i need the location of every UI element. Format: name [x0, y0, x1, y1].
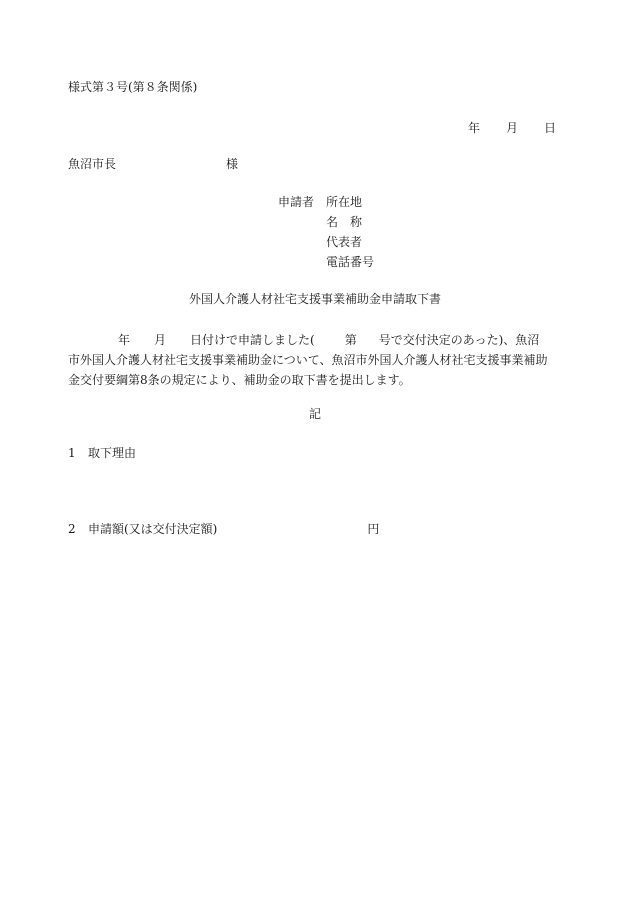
- date-day: 日: [544, 121, 557, 135]
- item-number: 2: [68, 522, 76, 536]
- date-month: 月: [506, 121, 519, 135]
- item-label: 取下理由: [88, 446, 137, 460]
- item-label: 申請額(又は交付決定額): [88, 522, 218, 536]
- body-paragraph: [68, 330, 563, 390]
- date-year: 年: [468, 121, 481, 135]
- body-dai: 第: [344, 333, 357, 347]
- addressee: [68, 157, 238, 171]
- item-application-amount: [68, 522, 379, 536]
- body-year: 年: [118, 333, 131, 347]
- applicant-representative: 代表者: [326, 235, 363, 249]
- body-line1-end: 号で交付決定のあった)、魚沼: [378, 333, 540, 347]
- form-number: 様式第３号(第８条関係): [68, 80, 198, 94]
- ki-heading: 記: [308, 407, 321, 421]
- addressee-honorific: 様: [226, 157, 239, 171]
- yen-unit: 円: [367, 522, 380, 536]
- applicant-label: 申請者: [278, 195, 315, 209]
- applicant-phone: 電話番号: [326, 255, 375, 269]
- body-line-2: 市外国人介護人材社宅支援事業補助金について、魚沼市外国人介護人材社宅支援事業補助: [68, 353, 548, 367]
- addressee-name: 魚沼市長: [68, 157, 117, 171]
- item-number: 1: [68, 446, 76, 460]
- date-line: [468, 121, 556, 135]
- item-withdrawal-reason: [68, 446, 136, 460]
- body-line-3: 金交付要綱第8条の規定により、補助金の取下書を提出します。: [68, 373, 411, 387]
- applicant-name: 名 称: [326, 215, 363, 229]
- body-month: 月: [154, 333, 167, 347]
- document-title: 外国人介護人材社宅支援事業補助金申請取下書: [188, 292, 441, 306]
- body-day-text: 日付けで申請しました(: [190, 333, 315, 347]
- body-line-1: [68, 330, 563, 350]
- applicant-address: 所在地: [326, 195, 363, 209]
